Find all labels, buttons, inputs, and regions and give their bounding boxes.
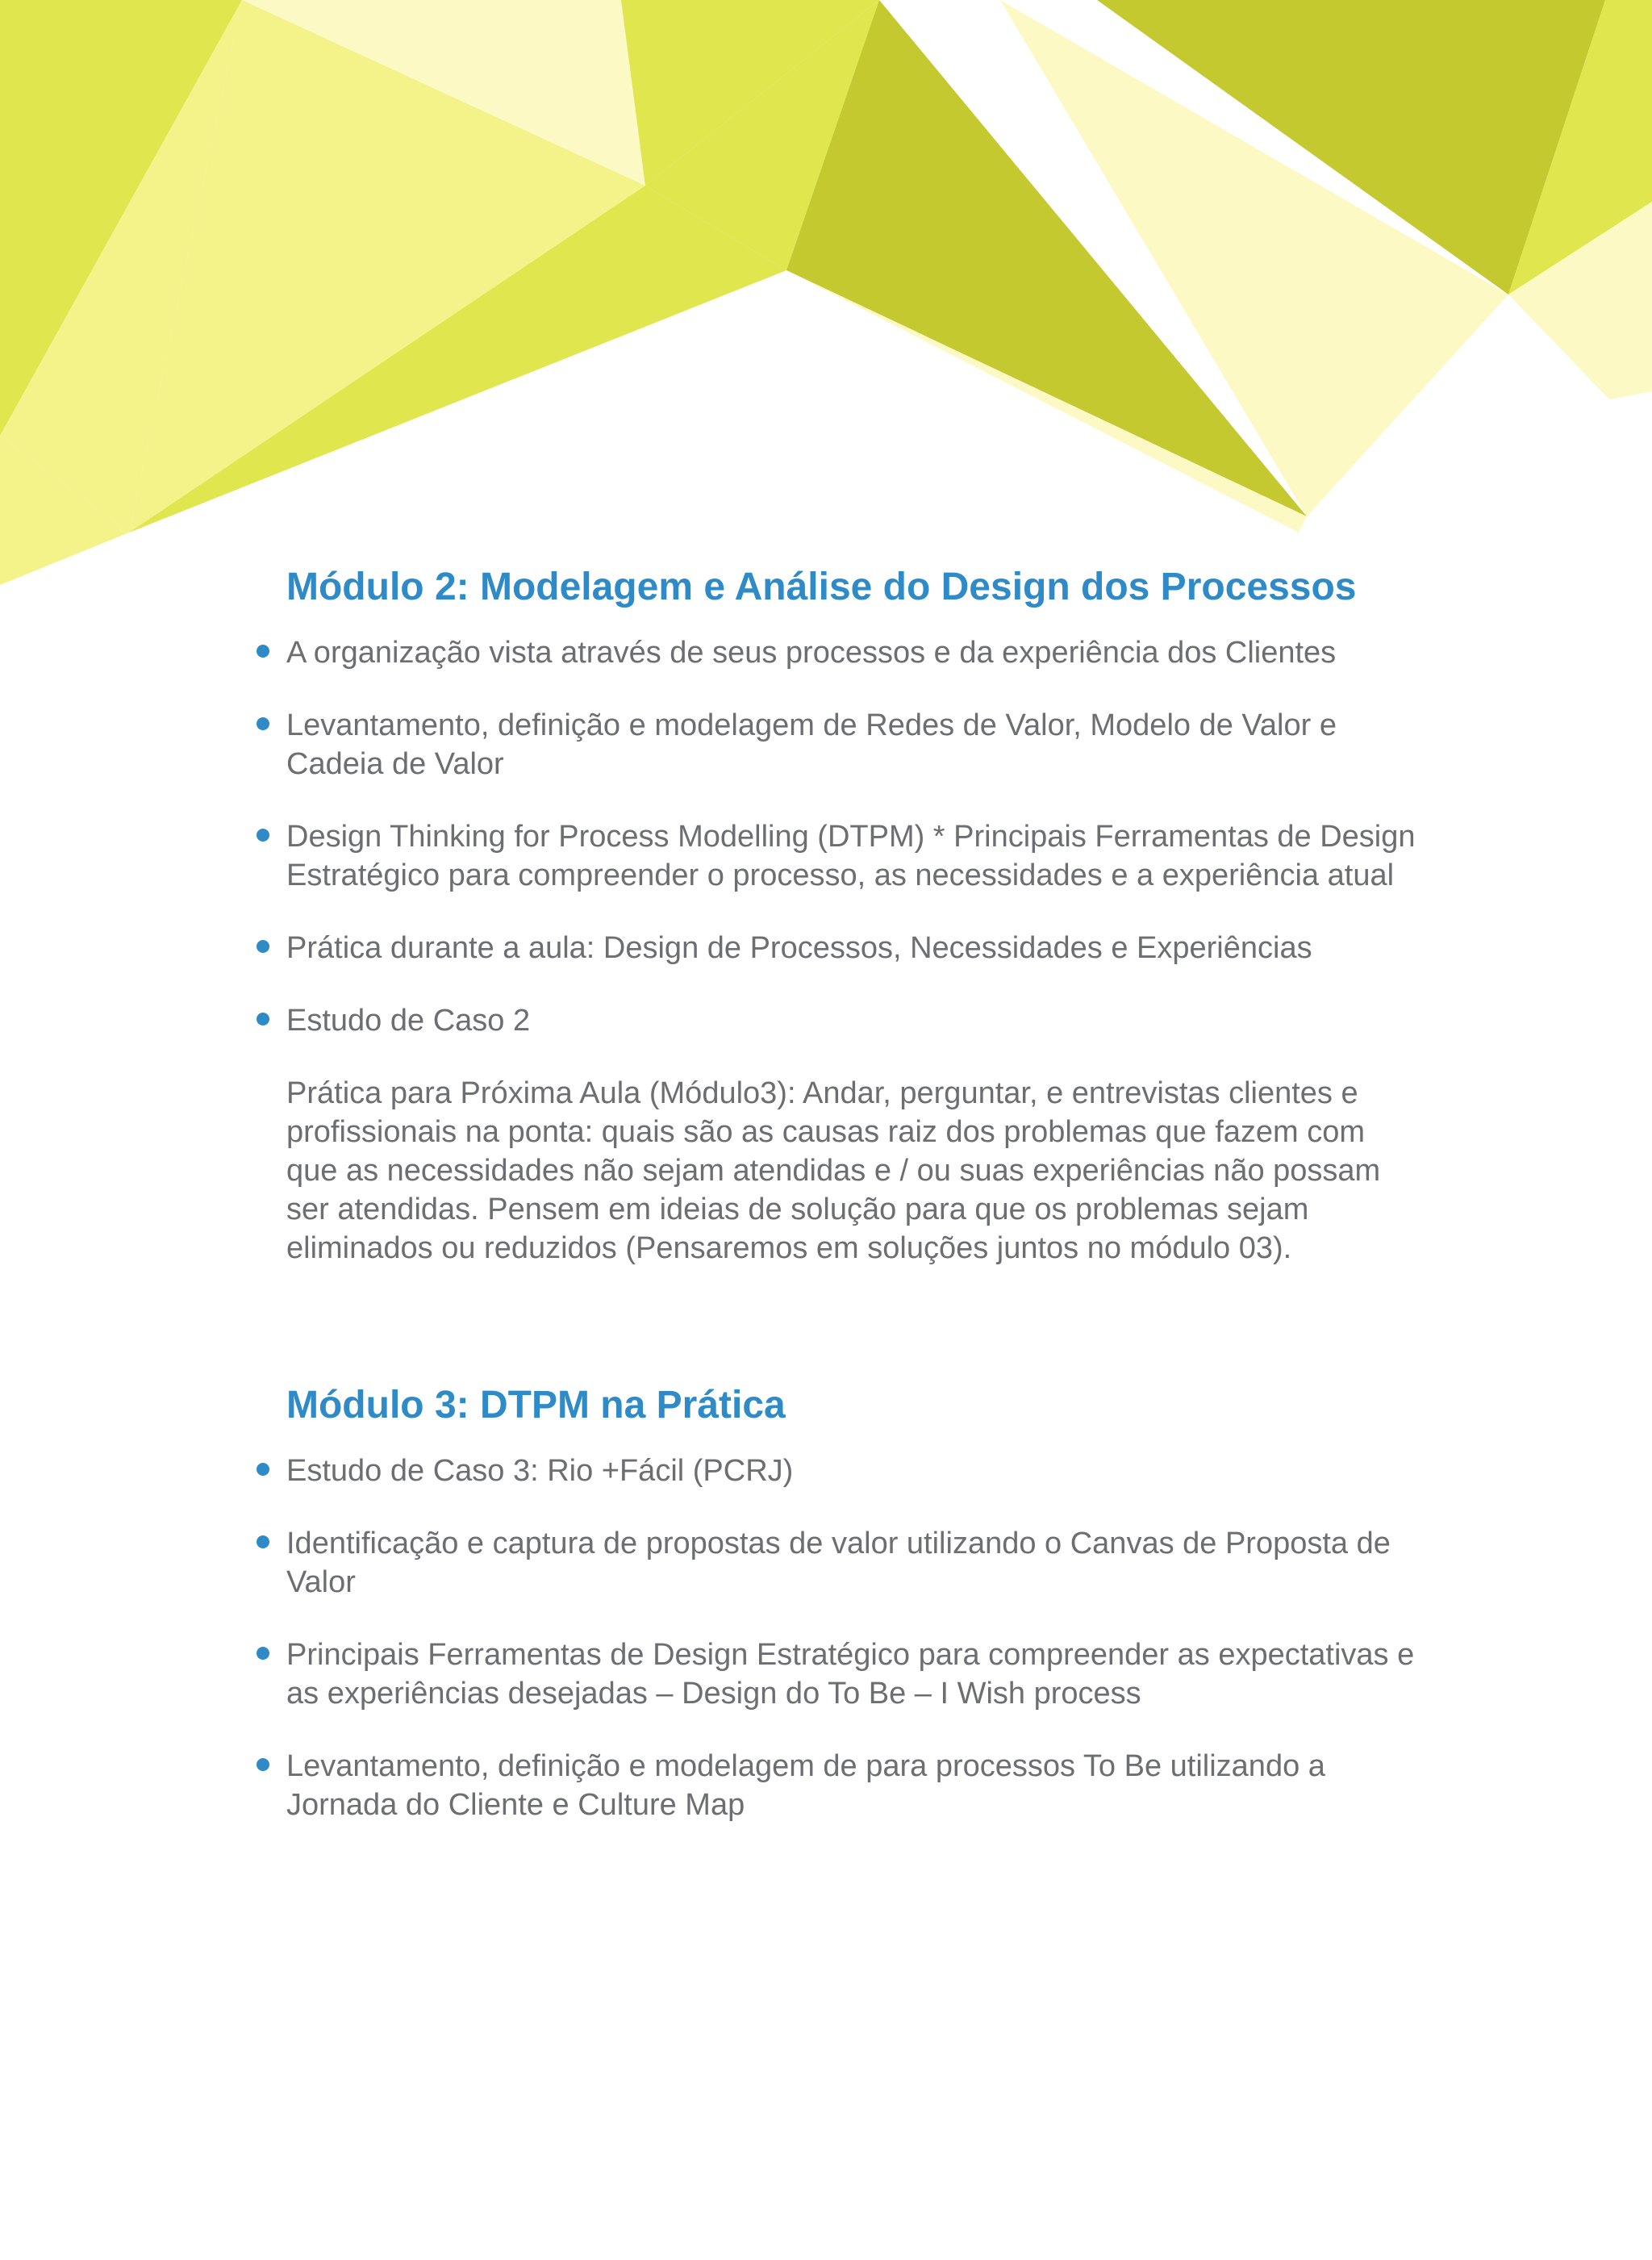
- module-3-title: Módulo 3: DTPM na Prática: [286, 1384, 786, 1427]
- list-item: Principais Ferramentas de Design Estratégico para compreender as expectativas e as experiências desejadas – Design do To Be – I Wish process: [286, 1635, 1416, 1713]
- module-2-title: Módulo 2: Modelagem e Análise do Design dos Processos: [286, 566, 1357, 608]
- list-item: A organização vista através de seus processos e da experiência dos Clientes: [286, 633, 1416, 672]
- list-item: Levantamento, definição e modelagem de para processos To Be utilizando a Jornada do Cliente e Culture Map: [286, 1747, 1416, 1824]
- module-3-list: [286, 1452, 1416, 1824]
- list-item: Prática durante a aula: Design de Processos, Necessidades e Experiências: [286, 929, 1416, 967]
- header-polygon-art: [0, 0, 1652, 597]
- homework-note: Prática para Próxima Aula (Módulo3): Andar, perguntar, e entrevistas clientes e profissionais na ponta: quais são as causas raiz dos problemas que fazem com que as necessidades não sejam atendidas e / ou suas experiências não possam ser atendidas. Pensem em ideias de solução para que os problemas sejam eliminados ou reduzidos (Pensaremos em soluções juntos no módulo 03).: [286, 1076, 1381, 1265]
- module-3-section: [286, 1381, 1416, 1858]
- module-2-section: [286, 563, 1416, 1268]
- module-2-list: [286, 633, 1416, 1040]
- list-item: Identificação e captura de propostas de valor utilizando o Canvas de Proposta de Valor: [286, 1524, 1416, 1602]
- list-item: Estudo de Caso 2: [286, 1001, 1416, 1040]
- list-item: Levantamento, definição e modelagem de Redes de Valor, Modelo de Valor e Cadeia de Valor: [286, 706, 1416, 783]
- list-item: Estudo de Caso 3: Rio +Fácil (PCRJ): [286, 1452, 1416, 1490]
- list-item: Design Thinking for Process Modelling (DTPM) * Principais Ferramentas de Design Estratégico para compreender o processo, as necessidades e a experiência atual: [286, 817, 1416, 895]
